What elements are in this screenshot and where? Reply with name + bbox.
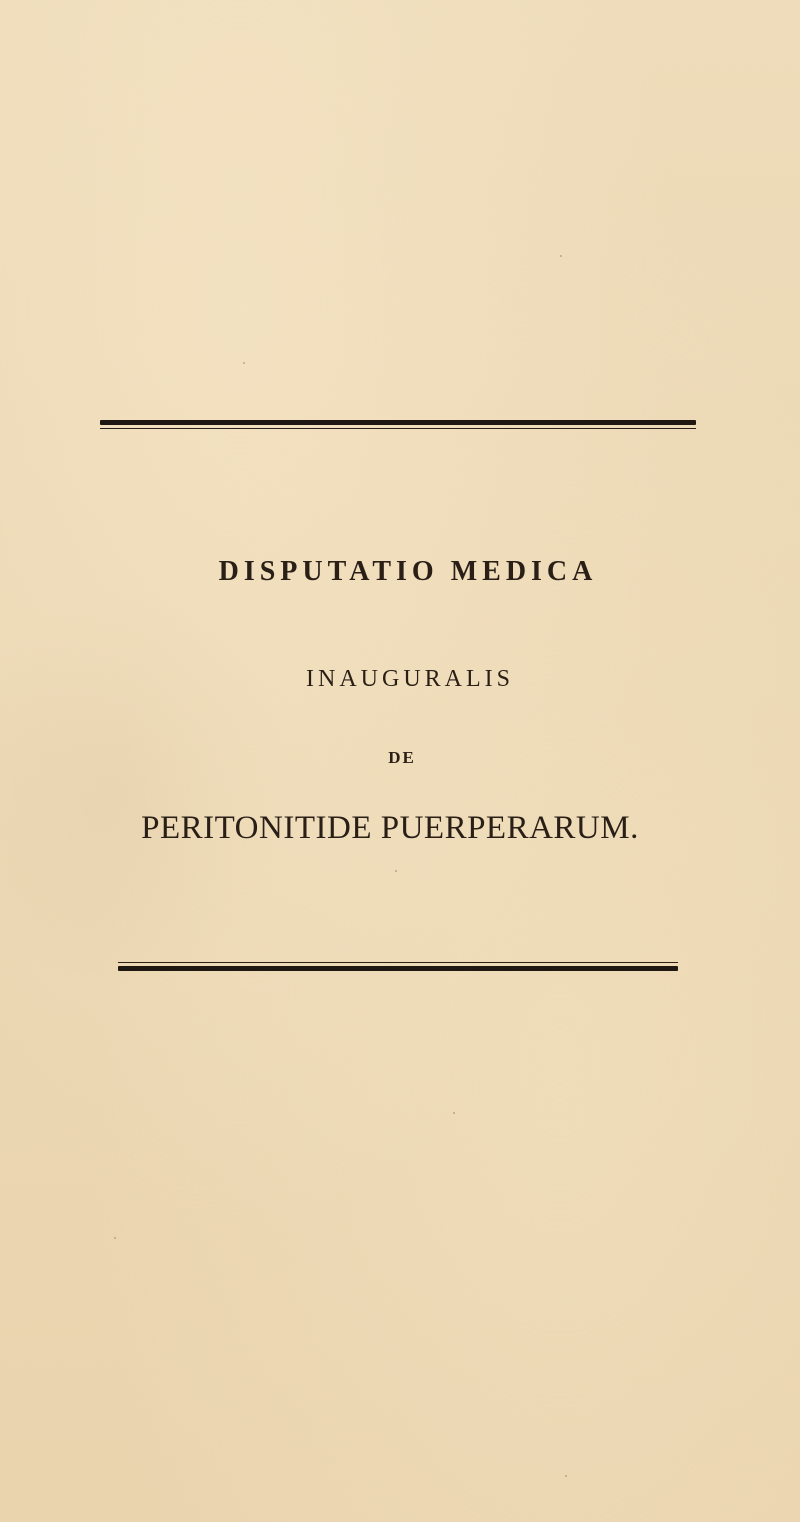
top-rule-thick [100,420,696,425]
bottom-rule-thin [118,962,678,963]
paper-speck [114,1237,116,1239]
top-rule-thin [100,428,696,429]
title-peritonitide-puerperarum: PERITONITIDE PUERPERARUM. [141,810,639,846]
bottom-rule-thick [118,966,678,971]
paper-speck [395,870,397,872]
paper-speck [453,1112,455,1114]
title-de: DE [388,748,416,767]
paper-speck [560,255,562,257]
title-disputatio-medica: DISPUTATIO MEDICA [218,556,598,587]
paper-speck [565,1475,567,1477]
paper-speck [243,362,245,364]
title-inauguralis: INAUGURALIS [306,666,514,692]
top-double-rule [100,420,696,429]
bottom-double-rule [118,962,678,971]
